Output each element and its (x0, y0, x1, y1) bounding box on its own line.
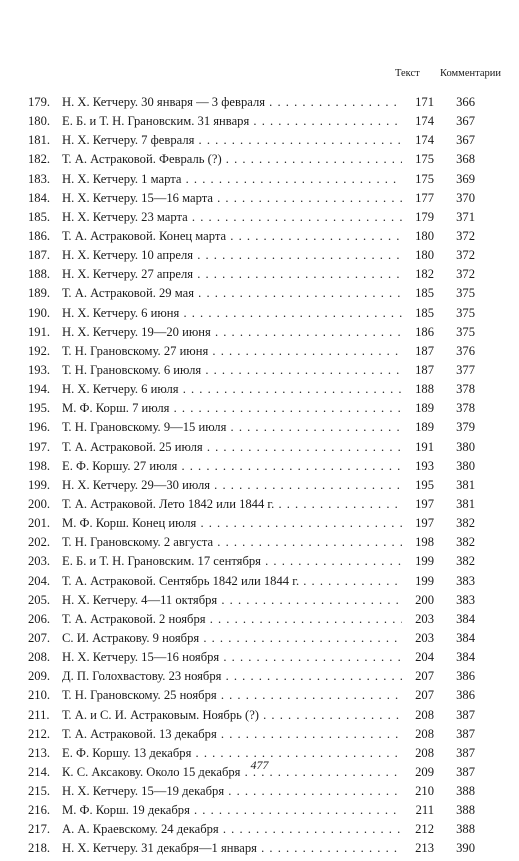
comment-page: 366 (456, 95, 475, 109)
text-page: 208 (415, 726, 434, 741)
entry-number: 190. (28, 305, 51, 320)
entry-title: Н. Х. Кетчеру. 1 марта . . . (62, 172, 402, 187)
entry-title: К. С. Аксакову. Около 15 декабря . . . (62, 765, 402, 780)
entry-number: 205. (28, 592, 51, 607)
toc-row (0, 535, 519, 554)
text-page: 197 (415, 496, 434, 511)
comment-page: 367 (456, 114, 475, 129)
entry-title: Т. А. Астраковой. 25 июля . . . (62, 440, 402, 455)
entry-title: Т. А. Астраковой. 2 ноября . . . (62, 612, 402, 627)
entry-title: Т. А. Астраковой. 13 декабря . . . (62, 727, 402, 742)
toc-row (0, 114, 519, 133)
entry-title: М. Ф. Корш. Конец июля . . . (62, 516, 402, 531)
text-page: 180 (415, 248, 434, 263)
entry-title: Н. Х. Кетчеру. 29—30 июля . . . (62, 478, 402, 493)
toc-row (0, 382, 519, 401)
entry-title: Н. Х. Кетчеру. 15—16 ноября . . . (62, 650, 402, 665)
entry-title: Н. Х. Кетчеру. 19—20 июня . . . (62, 325, 402, 340)
entry-title: Т. А. Астраковой. Конец марта . . . (62, 229, 402, 244)
text-page: 187 (415, 362, 434, 377)
toc-row (0, 784, 519, 803)
entry-number: 179. (28, 95, 51, 109)
entry-title: Т. Н. Грановскому. 2 августа . . . (62, 535, 402, 550)
comment-page: 367 (456, 133, 475, 148)
toc-row (0, 650, 519, 669)
text-page: 177 (415, 190, 434, 205)
text-page: 208 (415, 745, 434, 760)
entry-number: 212. (28, 726, 51, 741)
entry-number: 217. (28, 822, 51, 837)
entry-title: М. Ф. Корш. 7 июля . . . (62, 401, 402, 416)
text-page: 197 (415, 516, 434, 531)
text-page: 210 (415, 784, 434, 799)
entry-number: 216. (28, 803, 51, 818)
text-page: 204 (415, 650, 434, 665)
entry-title: Н. Х. Кетчеру. 6 июня . . . (62, 306, 402, 321)
toc-row (0, 459, 519, 478)
entry-number: 189. (28, 286, 51, 301)
comment-page: 386 (456, 669, 475, 684)
entry-title: Т. Н. Грановскому. 6 июля . . . (62, 363, 402, 378)
toc-row (0, 344, 519, 363)
toc-row (0, 688, 519, 707)
text-page: 203 (415, 630, 434, 645)
text-page: 207 (415, 669, 434, 684)
toc-row (0, 363, 519, 382)
text-page: 188 (415, 382, 434, 397)
entry-number: 215. (28, 784, 51, 799)
toc-row (0, 669, 519, 688)
entry-title: Н. Х. Кетчеру. 27 апреля . . . (62, 267, 402, 282)
entry-title: Т. А. Астраковой. Лето 1842 или 1844 г. . . . (62, 497, 402, 512)
text-page: 199 (415, 554, 434, 569)
entry-number: 209. (28, 669, 51, 684)
entry-number: 187. (28, 248, 51, 263)
entry-title: А. А. Краевскому. 24 декабря . . . (62, 822, 402, 837)
comment-page: 370 (456, 190, 475, 205)
comment-page: 375 (456, 286, 475, 301)
toc-row (0, 516, 519, 535)
entry-title: М. Ф. Корш. 19 декабря . . . (62, 803, 402, 818)
entry-title: Н. Х. Кетчеру. 15—16 марта . . . (62, 191, 402, 206)
entry-title: Н. Х. Кетчеру. 15—19 декабря . . . (62, 784, 402, 799)
text-page: 180 (415, 228, 434, 243)
entry-number: 207. (28, 630, 51, 645)
comment-page: 375 (456, 324, 475, 339)
entry-number: 180. (28, 114, 51, 129)
entry-number: 203. (28, 554, 51, 569)
entry-number: 206. (28, 611, 51, 626)
comment-page: 383 (456, 573, 475, 588)
comment-page: 383 (456, 592, 475, 607)
toc-row (0, 306, 519, 325)
text-page: 191 (415, 439, 434, 454)
entry-number: 192. (28, 343, 51, 358)
text-page: 185 (415, 286, 434, 301)
entry-title: Н. Х. Кетчеру. 31 декабря—1 января . . . (62, 841, 402, 856)
toc-row (0, 172, 519, 191)
comment-page: 387 (456, 745, 475, 760)
text-page: 209 (415, 764, 434, 779)
toc-row (0, 574, 519, 593)
toc-row (0, 708, 519, 727)
entry-number: 214. (28, 764, 51, 779)
entry-title: Е. Ф. Коршу. 13 декабря . . . (62, 746, 402, 761)
toc-row (0, 841, 519, 860)
entry-title: Н. Х. Кетчеру. 30 января — 3 февраля . . . (62, 95, 402, 110)
toc-row (0, 191, 519, 210)
text-page: 199 (415, 573, 434, 588)
entry-title: Т. Н. Грановскому. 27 июня . . . (62, 344, 402, 359)
text-page: 185 (415, 305, 434, 320)
text-page: 212 (415, 822, 434, 837)
entry-number: 183. (28, 171, 51, 186)
text-page: 174 (415, 114, 434, 129)
comment-page: 388 (456, 822, 475, 837)
entry-number: 191. (28, 324, 51, 339)
entry-number: 218. (28, 841, 51, 856)
column-headers (395, 68, 501, 94)
entry-number: 199. (28, 477, 51, 492)
text-page: 195 (415, 477, 434, 492)
comment-page: 369 (456, 171, 475, 186)
entry-number: 195. (28, 401, 51, 416)
comment-page: 388 (456, 784, 475, 799)
comment-page: 372 (456, 267, 475, 282)
entry-number: 208. (28, 650, 51, 665)
text-page: 208 (415, 707, 434, 722)
text-column-header: Текст (395, 68, 420, 79)
entry-title: Т. А. Астраковой. 29 мая . . . (62, 286, 402, 301)
text-page: 187 (415, 343, 434, 358)
entry-title: Н. Х. Кетчеру. 6 июля . . . (62, 382, 402, 397)
entry-number: 211. (28, 707, 50, 722)
text-page: 175 (415, 171, 434, 186)
entry-title: Е. Б. и Т. Н. Грановским. 17 сентября . . . (62, 554, 402, 569)
entry-title: Т. А. и С. И. Астраковым. Ноябрь (?) . . . (62, 708, 402, 723)
comment-page: 377 (456, 362, 475, 377)
toc-list (0, 95, 519, 861)
toc-row (0, 229, 519, 248)
comment-page: 381 (456, 477, 475, 492)
text-page: 179 (415, 209, 434, 224)
entry-title: Т. А. Астраковой. Февраль (?) . . . (62, 152, 402, 167)
toc-row (0, 497, 519, 516)
entry-title: Т. Н. Грановскому. 25 ноября . . . (62, 688, 402, 703)
entry-title: Е. Ф. Коршу. 27 июля . . . (62, 459, 402, 474)
comment-page: 371 (456, 209, 475, 224)
text-page: 189 (415, 420, 434, 435)
entry-number: 200. (28, 496, 51, 511)
toc-row (0, 478, 519, 497)
comment-page: 378 (456, 382, 475, 397)
entry-title: Т. А. Астраковой. Сентябрь 1842 или 1844 г. . . . (62, 574, 402, 589)
toc-row (0, 267, 519, 286)
entry-title: Н. Х. Кетчеру. 10 апреля . . . (62, 248, 402, 263)
comment-page: 390 (456, 841, 475, 856)
entry-number: 198. (28, 458, 51, 473)
comment-page: 379 (456, 420, 475, 435)
text-page: 189 (415, 401, 434, 416)
text-page: 200 (415, 592, 434, 607)
text-page: 193 (415, 458, 434, 473)
text-page: 174 (415, 133, 434, 148)
comment-page: 382 (456, 516, 475, 531)
comment-page: 387 (456, 764, 475, 779)
toc-row (0, 803, 519, 822)
comment-page: 375 (456, 305, 475, 320)
entry-number: 188. (28, 267, 51, 282)
toc-row (0, 325, 519, 344)
toc-row (0, 210, 519, 229)
page-number: 477 (250, 758, 269, 772)
text-page: 207 (415, 688, 434, 703)
toc-row (0, 440, 519, 459)
toc-row (0, 401, 519, 420)
entry-number: 197. (28, 439, 51, 454)
toc-row (0, 95, 519, 114)
entry-number: 213. (28, 745, 51, 760)
toc-row (0, 286, 519, 305)
entry-number: 181. (28, 133, 51, 148)
comment-page: 372 (456, 248, 475, 263)
text-page: 211 (415, 803, 434, 818)
comment-page: 388 (456, 803, 475, 818)
comment-column-header: Комментарии (440, 68, 501, 79)
comment-page: 386 (456, 688, 475, 703)
toc-row (0, 420, 519, 439)
entry-number: 182. (28, 152, 51, 167)
entry-title: Т. Н. Грановскому. 9—15 июля . . . (62, 420, 402, 435)
text-page: 213 (415, 841, 434, 856)
comment-page: 382 (456, 535, 475, 550)
comment-page: 378 (456, 401, 475, 416)
entry-number: 185. (28, 209, 51, 224)
text-page: 182 (415, 267, 434, 282)
entry-number: 186. (28, 228, 51, 243)
entry-number: 184. (28, 190, 51, 205)
comment-page: 372 (456, 228, 475, 243)
toc-row (0, 554, 519, 573)
comment-page: 376 (456, 343, 475, 358)
entry-title: Н. Х. Кетчеру. 4—11 октября . . . (62, 593, 402, 608)
comment-page: 384 (456, 611, 475, 626)
toc-row (0, 612, 519, 631)
entry-number: 194. (28, 382, 51, 397)
entry-title: Д. П. Голохвастову. 23 ноября . . . (62, 669, 402, 684)
entry-title: Н. Х. Кетчеру. 7 февраля . . . (62, 133, 402, 148)
toc-row (0, 727, 519, 746)
comment-page: 368 (456, 152, 475, 167)
entry-number: 193. (28, 362, 51, 377)
entry-number: 196. (28, 420, 51, 435)
comment-page: 384 (456, 650, 475, 665)
text-page: 203 (415, 611, 434, 626)
entry-title: С. И. Астракову. 9 ноября . . . (62, 631, 402, 646)
entry-title: Н. Х. Кетчеру. 23 марта . . . (62, 210, 402, 225)
entry-title: Е. Б. и Т. Н. Грановским. 31 января . . . (62, 114, 402, 129)
comment-page: 381 (456, 496, 475, 511)
text-page: 186 (415, 324, 434, 339)
comment-page: 384 (456, 630, 475, 645)
text-page: 171 (415, 95, 434, 109)
toc-row (0, 248, 519, 267)
comment-page: 387 (456, 726, 475, 741)
entry-number: 210. (28, 688, 51, 703)
comment-page: 380 (456, 439, 475, 454)
comment-page: 387 (456, 707, 475, 722)
text-page: 198 (415, 535, 434, 550)
toc-row (0, 631, 519, 650)
toc-row (0, 593, 519, 612)
toc-row (0, 133, 519, 152)
toc-row (0, 152, 519, 171)
comment-page: 382 (456, 554, 475, 569)
comment-page: 380 (456, 458, 475, 473)
entry-number: 202. (28, 535, 51, 550)
text-page: 175 (415, 152, 434, 167)
entry-number: 201. (28, 516, 51, 531)
entry-number: 204. (28, 573, 51, 588)
toc-row (0, 822, 519, 841)
